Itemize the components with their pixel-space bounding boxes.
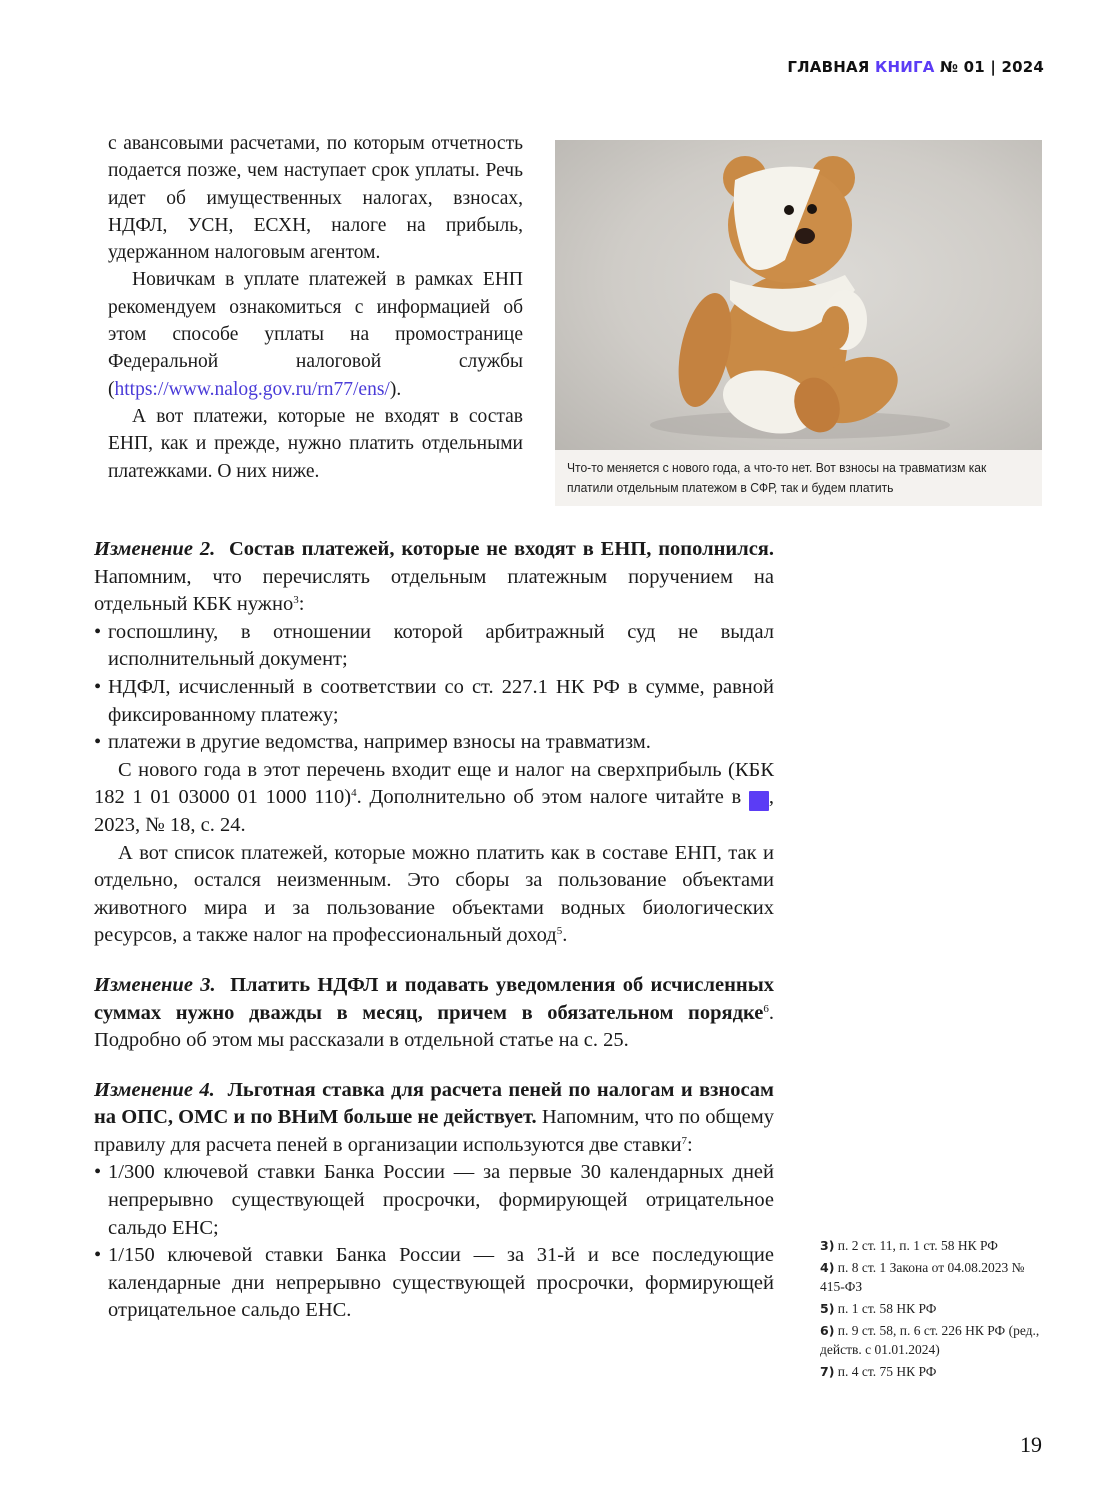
left-column xyxy=(108,130,523,485)
footnote xyxy=(820,1258,1050,1296)
spacer xyxy=(94,950,774,972)
section-change-3 xyxy=(94,972,774,1055)
footnote-number: 6) xyxy=(820,1323,835,1338)
paragraph xyxy=(94,840,774,950)
footnote xyxy=(820,1362,1050,1381)
footnote-ref[interactable]: 5 xyxy=(556,925,563,938)
list-item: • 1/300 ключевой ставки Банка России — за первые 30 календарных дней непрерывно существующей просрочки, формирующей отрицательное сальдо ЕНС; xyxy=(94,1159,774,1242)
section-headline: Состав платежей, которые не входят в ЕНП, пополнился. xyxy=(228,538,775,560)
paragraph-text: . Дополнительно об этом налоге читайте в xyxy=(356,786,742,809)
list-item: • 1/150 ключевой ставки Банка России — за 31-й и все последующие календарные дни непрерывно существующей просрочки, формирующей отрицательное сальдо ЕНС. xyxy=(94,1242,774,1325)
list-item: • госпошлину, в отношении которой арбитражный суд не выдал исполнительный документ; xyxy=(94,619,774,674)
footnote-number: 5) xyxy=(820,1301,835,1316)
paragraph xyxy=(108,266,523,402)
section-label: Изменение 2. xyxy=(94,538,216,560)
footnote-number: 4) xyxy=(820,1260,835,1275)
footnote-ref[interactable]: 4 xyxy=(351,787,357,800)
main-column xyxy=(94,536,789,1325)
footnote-text: п. 2 ст. 11, п. 1 ст. 58 НК РФ xyxy=(837,1238,998,1253)
paragraph-text: : xyxy=(687,1133,693,1156)
paragraph xyxy=(94,972,774,1055)
footnote-ref[interactable]: 6 xyxy=(763,1002,769,1015)
paragraph xyxy=(94,757,789,840)
paragraph: А вот платежи, которые не входят в состав ЕНП, как и прежде, нужно платить отдельными платежками. О них ниже. xyxy=(108,405,523,482)
footnote-text: п. 4 ст. 75 НК РФ xyxy=(837,1364,937,1379)
section-headline: Платить НДФЛ и подавать уведомления об исчисленных суммах нужно дважды в месяц, причем в обязательном порядке xyxy=(94,973,774,1024)
section-label: Изменение 4. xyxy=(94,1078,215,1101)
bullet-list xyxy=(94,619,774,757)
paragraph xyxy=(94,1077,774,1160)
running-head xyxy=(787,58,1044,76)
footnote-text: п. 1 ст. 58 НК РФ xyxy=(837,1301,937,1316)
footnote xyxy=(820,1236,1050,1255)
footnote-text: п. 9 ст. 58, п. 6 ст. 226 НК РФ (ред., действ. с 01.01.2024) xyxy=(820,1323,1040,1357)
teddy-bear-illustration xyxy=(555,140,1042,450)
paragraph: с авансовыми расчетами, по которым отчетность подается позже, чем наступает срок уплаты. Речь идет об имущественных налогах, взносах, НДФЛ, УСН, ЕСХН, налоге на прибыль, удержанном налоговым агентом. xyxy=(108,133,523,264)
gk-logo-icon: Гк xyxy=(749,791,769,811)
magazine-name-part2: КНИГА xyxy=(875,58,935,76)
paragraph xyxy=(94,536,774,619)
paragraph-text: . Подробно об этом мы рассказали в отдельной статье на с. 25. xyxy=(94,1001,774,1052)
spacer xyxy=(94,1055,774,1077)
issue-number: № 01 | 2024 xyxy=(939,58,1044,76)
section-change-4 xyxy=(94,1077,774,1325)
footnote-text: п. 8 ст. 1 Закона от 04.08.2023 № 415-ФЗ xyxy=(820,1260,1025,1294)
footnote-number: 3) xyxy=(820,1238,835,1253)
paragraph-text: Новичкам в уплате платежей в рамках ЕНП рекомендуем ознакомиться с информацией об этом способе уплаты на промостранице Федеральной налоговой службы ( xyxy=(108,269,523,400)
footnote-ref[interactable]: 3 xyxy=(293,594,299,607)
figure xyxy=(555,140,1042,506)
fns-ens-link[interactable]: https://www.nalog.gov.ru/rn77/ens/ xyxy=(114,378,390,400)
footnotes xyxy=(820,1236,1050,1384)
paragraph-text: : xyxy=(298,593,305,616)
footnote xyxy=(820,1299,1050,1318)
paragraph-text: , 2023, № 18, с. 24. xyxy=(94,786,774,836)
paragraph-text: ). xyxy=(389,378,402,400)
section-change-2 xyxy=(94,536,789,950)
teddy-bear-photo xyxy=(555,140,1042,450)
footnote xyxy=(820,1321,1050,1359)
paragraph-text: А вот список платежей, которые можно платить как в составе ЕНП, так и отдельно, остался неизменным. Это сборы за пользование объектами животного мира и за пользование объектами водных биологических ресурсов, а также налог на профессиональный доход xyxy=(94,841,774,947)
page-number: 19 xyxy=(1020,1432,1042,1457)
footnote-ref[interactable]: 7 xyxy=(681,1134,688,1147)
paragraph-text: . xyxy=(562,924,568,947)
section-headline: Льготная ставка для расчета пеней по налогам и взносам на ОПС, ОМС и по ВНиМ больше не действует. xyxy=(94,1078,775,1129)
list-item: • платежи в другие ведомства, например взносы на травматизм. xyxy=(94,729,774,757)
footnote-number: 7) xyxy=(820,1364,835,1379)
list-item: • НДФЛ, исчисленный в соответствии со ст. 227.1 НК РФ в сумме, равной фиксированному платежу; xyxy=(94,674,774,729)
magazine-name-part1: ГЛАВНАЯ xyxy=(787,58,870,76)
section-label: Изменение 3. xyxy=(94,973,216,996)
bullet-list xyxy=(94,1159,774,1325)
paragraph-text: Напомним, что перечислять отдельным платежным поручением на отдельный КБК нужно xyxy=(94,565,774,616)
figure-caption: Что-то меняется с нового года, а что-то нет. Вот взносы на травматизм как платили отдельным платежом в СФР, так и будем платить xyxy=(567,460,987,495)
paragraph-text: Напомним, что по общему правилу для расчета пеней в организации используются две ставки xyxy=(94,1106,774,1156)
paragraph-text: С нового года в этот перечень входит еще и налог на сверхприбыль (КБК 182 1 01 03000 01 1000 110) xyxy=(94,758,774,809)
